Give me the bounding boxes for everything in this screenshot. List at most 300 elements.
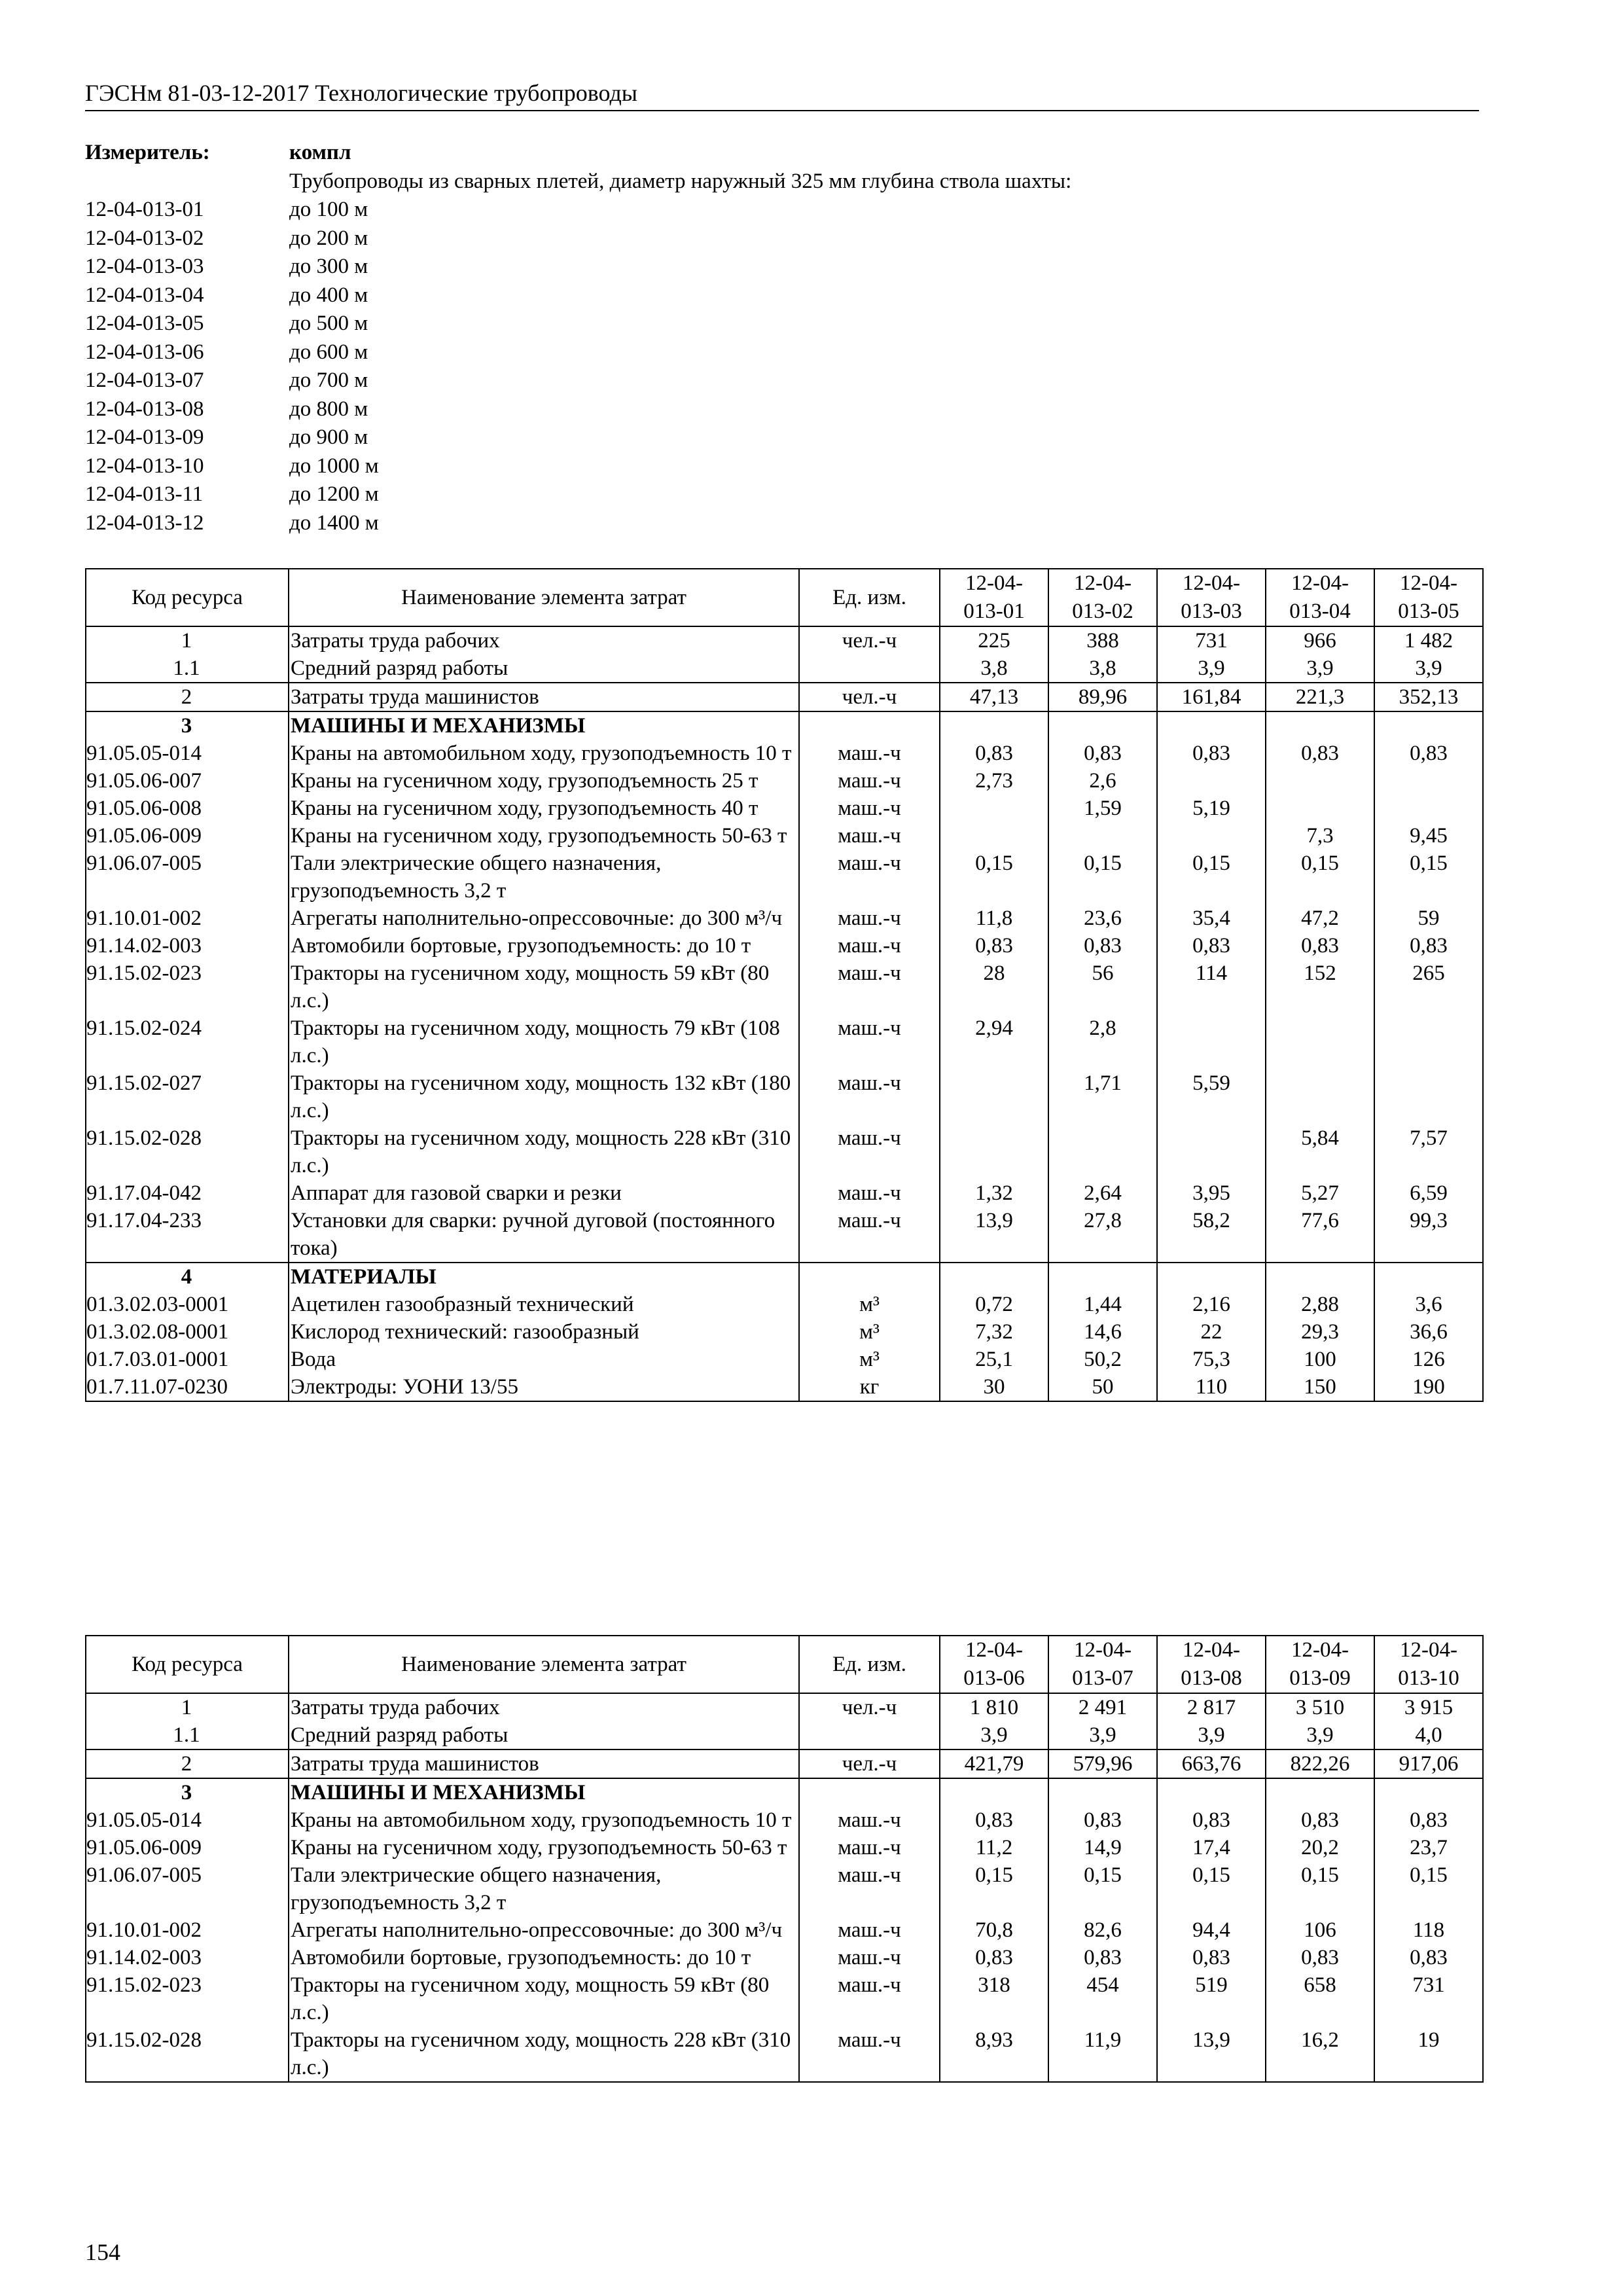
resource-value — [1266, 1014, 1374, 1069]
item-text: до 1200 м — [289, 482, 379, 506]
resource-value: 4,0 — [1374, 1721, 1483, 1749]
table-row — [86, 1778, 1483, 1806]
resource-value: 3,95 — [1157, 1179, 1266, 1207]
page-number: 154 — [85, 2239, 120, 2265]
resource-value: 126 — [1374, 1346, 1483, 1373]
resource-value: 0,83 — [1266, 1806, 1374, 1834]
resource-unit — [799, 711, 940, 740]
item-code: 12-04-013-04 — [85, 283, 204, 307]
resource-unit — [799, 1263, 940, 1291]
items-list — [85, 196, 1071, 537]
resource-value: 110 — [1157, 1373, 1266, 1401]
resource-value: 2 817 — [1157, 1693, 1266, 1721]
resource-value: 47,2 — [1266, 905, 1374, 932]
item-row — [85, 253, 1071, 281]
resource-value: 9,45 — [1374, 822, 1483, 850]
table-row — [86, 1693, 1483, 1721]
table-row — [86, 1124, 1483, 1179]
resource-value: 3,6 — [1374, 1291, 1483, 1318]
resource-value: 0,83 — [1374, 740, 1483, 767]
resource-value: 190 — [1374, 1373, 1483, 1401]
resource-value: 2,73 — [940, 767, 1048, 795]
table-row — [86, 1971, 1483, 2026]
item-code: 12-04-013-11 — [85, 482, 204, 506]
resource-name: Тракторы на гусеничном ходу, мощность 59 кВт (80 л.с.) — [289, 1971, 799, 2026]
resource-value: 0,83 — [1157, 1806, 1266, 1834]
resource-name: Краны на автомобильном ходу, грузоподъемность 10 т — [289, 1806, 799, 1834]
resource-value: 17,4 — [1157, 1834, 1266, 1861]
resource-name: МАТЕРИАЛЫ — [289, 1263, 799, 1291]
resource-unit: маш.-ч — [799, 1179, 940, 1207]
resource-value: 152 — [1266, 960, 1374, 1014]
resource-value: 0,83 — [1266, 932, 1374, 960]
resource-value: 0,83 — [1374, 1806, 1483, 1834]
resource-value: 13,9 — [1157, 2026, 1266, 2082]
resource-value: 11,8 — [940, 905, 1048, 932]
table-row — [86, 850, 1483, 905]
resource-name: Вода — [289, 1346, 799, 1373]
item-text: до 500 м — [289, 312, 368, 335]
resource-name: Кислород технический: газообразный — [289, 1318, 799, 1346]
column-header: 12-04- 013-02 — [1048, 569, 1157, 626]
table-row — [86, 2026, 1483, 2082]
resource-value — [1266, 795, 1374, 822]
resource-value: 50 — [1048, 1373, 1157, 1401]
item-text: до 1400 м — [289, 511, 379, 535]
resource-value: 7,3 — [1266, 822, 1374, 850]
resource-value: 70,8 — [940, 1916, 1048, 1944]
resource-value: 2,6 — [1048, 767, 1157, 795]
resource-name: Краны на гусеничном ходу, грузоподъемность 50-63 т — [289, 1834, 799, 1861]
measure-label: Измеритель: — [85, 141, 210, 164]
resource-value — [1157, 1124, 1266, 1179]
resource-value: 3,9 — [1266, 1721, 1374, 1749]
resource-value: 519 — [1157, 1971, 1266, 2026]
item-row — [85, 338, 1071, 367]
resource-code: 2 — [86, 1749, 289, 1778]
resource-name: Средний разряд работы — [289, 1721, 799, 1749]
resource-code: 91.06.07-005 — [86, 1861, 289, 1916]
item-row — [85, 224, 1071, 253]
column-header: 12-04- 013-07 — [1048, 1636, 1157, 1693]
resource-value: 0,15 — [1157, 1861, 1266, 1916]
resource-value: 16,2 — [1266, 2026, 1374, 2082]
resource-value — [940, 1263, 1048, 1291]
resource-value: 114 — [1157, 960, 1266, 1014]
resource-unit: маш.-ч — [799, 960, 940, 1014]
item-code: 12-04-013-05 — [85, 312, 204, 335]
resource-code: 91.15.02-023 — [86, 1971, 289, 2026]
resource-value: 3,9 — [1266, 655, 1374, 683]
resource-value — [1048, 1263, 1157, 1291]
table-row — [86, 1069, 1483, 1124]
resource-value: 5,19 — [1157, 795, 1266, 822]
resource-value: 94,4 — [1157, 1916, 1266, 1944]
resource-value: 0,15 — [1048, 850, 1157, 905]
resource-value — [1048, 1124, 1157, 1179]
table-row — [86, 655, 1483, 683]
item-text: до 900 м — [289, 425, 368, 449]
resource-code: 91.05.06-008 — [86, 795, 289, 822]
resource-value: 0,83 — [1048, 1806, 1157, 1834]
resource-value: 59 — [1374, 905, 1483, 932]
resource-value: 5,84 — [1266, 1124, 1374, 1179]
item-code: 12-04-013-12 — [85, 511, 204, 535]
measure-unit: компл — [289, 141, 351, 164]
item-text: до 100 м — [289, 198, 368, 221]
resource-code: 3 — [86, 1778, 289, 1806]
measure-row — [85, 139, 1071, 168]
resource-value: 1 810 — [940, 1693, 1048, 1721]
resource-value: 58,2 — [1157, 1207, 1266, 1263]
resource-value: 2,94 — [940, 1014, 1048, 1069]
column-header: Наименование элемента затрат — [289, 1636, 799, 1693]
column-header: 12-04- 013-05 — [1374, 569, 1483, 626]
resource-value: 1,71 — [1048, 1069, 1157, 1124]
resource-value: 19 — [1374, 2026, 1483, 2082]
resource-value: 0,83 — [1374, 1944, 1483, 1971]
column-header: Код ресурса — [86, 569, 289, 626]
item-text: до 800 м — [289, 397, 368, 421]
resource-value: 225 — [940, 626, 1048, 655]
item-row — [85, 480, 1071, 509]
resource-name: Агрегаты наполнительно-опрессовочные: до 300 м³/ч — [289, 905, 799, 932]
table-row — [86, 711, 1483, 740]
resource-value: 0,83 — [1157, 1944, 1266, 1971]
resource-unit: маш.-ч — [799, 1834, 940, 1861]
resource-value: 118 — [1374, 1916, 1483, 1944]
resource-code: 91.17.04-042 — [86, 1179, 289, 1207]
resource-value: 30 — [940, 1373, 1048, 1401]
resource-value: 0,83 — [1048, 740, 1157, 767]
column-header: Код ресурса — [86, 1636, 289, 1693]
resource-value — [1374, 1014, 1483, 1069]
table-row — [86, 626, 1483, 655]
resource-unit: кг — [799, 1373, 940, 1401]
table-row — [86, 1749, 1483, 1778]
resource-value: 0,15 — [1374, 1861, 1483, 1916]
resource-value — [1157, 767, 1266, 795]
resource-unit: маш.-ч — [799, 905, 940, 932]
resource-unit — [799, 1721, 940, 1749]
resource-value: 421,79 — [940, 1749, 1048, 1778]
resource-value — [940, 1124, 1048, 1179]
resource-value: 1 482 — [1374, 626, 1483, 655]
resource-value: 3,8 — [940, 655, 1048, 683]
table-row — [86, 795, 1483, 822]
resource-code: 01.7.11.07-0230 — [86, 1373, 289, 1401]
resource-value: 5,59 — [1157, 1069, 1266, 1124]
table-row — [86, 1944, 1483, 1971]
resource-code: 2 — [86, 683, 289, 711]
resource-value: 0,15 — [1048, 1861, 1157, 1916]
resource-unit: чел.-ч — [799, 626, 940, 655]
resource-code: 1.1 — [86, 655, 289, 683]
resource-value — [1157, 1014, 1266, 1069]
resource-code: 4 — [86, 1263, 289, 1291]
resource-value: 13,9 — [940, 1207, 1048, 1263]
resource-value: 23,6 — [1048, 905, 1157, 932]
resource-name: Тали электрические общего назначения, грузоподъемность 3,2 т — [289, 850, 799, 905]
resource-code: 91.10.01-002 — [86, 1916, 289, 1944]
measure-block — [85, 139, 1071, 537]
resource-unit: маш.-ч — [799, 1944, 940, 1971]
resource-code: 1 — [86, 1693, 289, 1721]
resource-name: Агрегаты наполнительно-опрессовочные: до 300 м³/ч — [289, 1916, 799, 1944]
resource-value: 7,57 — [1374, 1124, 1483, 1179]
resource-value: 2,8 — [1048, 1014, 1157, 1069]
item-row — [85, 281, 1071, 310]
resource-name: Тали электрические общего назначения, грузоподъемность 3,2 т — [289, 1861, 799, 1916]
resource-name: Тракторы на гусеничном ходу, мощность 59 кВт (80 л.с.) — [289, 960, 799, 1014]
resource-code: 01.3.02.08-0001 — [86, 1318, 289, 1346]
resource-value: 56 — [1048, 960, 1157, 1014]
resource-value: 454 — [1048, 1971, 1157, 2026]
resource-value — [1266, 711, 1374, 740]
resource-unit: маш.-ч — [799, 850, 940, 905]
resource-unit: маш.-ч — [799, 1916, 940, 1944]
resource-code: 91.10.01-002 — [86, 905, 289, 932]
resource-value: 318 — [940, 1971, 1048, 2026]
table-row — [86, 740, 1483, 767]
resource-value: 0,83 — [940, 740, 1048, 767]
resource-value: 47,13 — [940, 683, 1048, 711]
resource-value — [1266, 767, 1374, 795]
resource-code: 91.05.06-009 — [86, 822, 289, 850]
item-row — [85, 509, 1071, 538]
resource-unit: м³ — [799, 1318, 940, 1346]
resource-code: 1 — [86, 626, 289, 655]
item-text: до 1000 м — [289, 454, 379, 478]
resource-value: 352,13 — [1374, 683, 1483, 711]
resource-name: Автомобили бортовые, грузоподъемность: до 10 т — [289, 932, 799, 960]
resource-value: 100 — [1266, 1346, 1374, 1373]
resource-value — [1374, 1069, 1483, 1124]
column-header: Наименование элемента затрат — [289, 569, 799, 626]
resource-unit: маш.-ч — [799, 740, 940, 767]
resource-value: 0,83 — [940, 1806, 1048, 1834]
resource-value: 265 — [1374, 960, 1483, 1014]
resource-value — [1374, 795, 1483, 822]
resource-value — [940, 795, 1048, 822]
resource-value: 966 — [1266, 626, 1374, 655]
resource-value — [940, 822, 1048, 850]
resource-value: 3,9 — [940, 1721, 1048, 1749]
resource-unit: маш.-ч — [799, 795, 940, 822]
resource-code: 91.05.06-007 — [86, 767, 289, 795]
resource-value: 3,9 — [1048, 1721, 1157, 1749]
resource-value: 2,88 — [1266, 1291, 1374, 1318]
resource-code: 91.15.02-024 — [86, 1014, 289, 1069]
resource-value: 822,26 — [1266, 1749, 1374, 1778]
resource-value: 77,6 — [1266, 1207, 1374, 1263]
resource-unit: м³ — [799, 1346, 940, 1373]
resource-value: 106 — [1266, 1916, 1374, 1944]
resource-unit: маш.-ч — [799, 767, 940, 795]
resource-value: 221,3 — [1266, 683, 1374, 711]
item-code: 12-04-013-09 — [85, 425, 204, 449]
resource-name: Краны на гусеничном ходу, грузоподъемность 40 т — [289, 795, 799, 822]
resource-value — [1157, 822, 1266, 850]
resource-name: Затраты труда машинистов — [289, 683, 799, 711]
resource-value: 36,6 — [1374, 1318, 1483, 1346]
table-row — [86, 1318, 1483, 1346]
resource-value — [1374, 767, 1483, 795]
resource-value — [1374, 1263, 1483, 1291]
item-code: 12-04-013-02 — [85, 226, 204, 250]
resource-name: Краны на гусеничном ходу, грузоподъемность 50-63 т — [289, 822, 799, 850]
resource-value — [940, 711, 1048, 740]
resource-value: 0,83 — [1157, 740, 1266, 767]
table-row — [86, 1806, 1483, 1834]
description-text: Трубопроводы из сварных плетей, диаметр наружный 325 мм глубина ствола шахты: — [289, 169, 1072, 193]
resource-code: 91.15.02-028 — [86, 1124, 289, 1179]
resource-name: Тракторы на гусеничном ходу, мощность 132 кВт (180 л.с.) — [289, 1069, 799, 1124]
table-row — [86, 1916, 1483, 1944]
resource-name: Краны на гусеничном ходу, грузоподъемность 25 т — [289, 767, 799, 795]
table-row — [86, 683, 1483, 711]
resource-code: 91.05.05-014 — [86, 1806, 289, 1834]
resource-code: 01.3.02.03-0001 — [86, 1291, 289, 1318]
table-row — [86, 767, 1483, 795]
resource-unit: м³ — [799, 1291, 940, 1318]
resource-value — [1157, 1263, 1266, 1291]
table-row — [86, 905, 1483, 932]
resource-unit: маш.-ч — [799, 2026, 940, 2082]
resource-value: 7,32 — [940, 1318, 1048, 1346]
resource-value: 50,2 — [1048, 1346, 1157, 1373]
item-text: до 700 м — [289, 368, 368, 392]
resource-value: 14,6 — [1048, 1318, 1157, 1346]
resource-value: 2 491 — [1048, 1693, 1157, 1721]
resource-unit: маш.-ч — [799, 1069, 940, 1124]
resource-value: 0,15 — [940, 850, 1048, 905]
resource-value: 0,15 — [1266, 1861, 1374, 1916]
item-row — [85, 395, 1071, 424]
item-row — [85, 196, 1071, 224]
item-text: до 300 м — [289, 255, 368, 278]
resource-unit: маш.-ч — [799, 1207, 940, 1263]
resource-value: 3 915 — [1374, 1693, 1483, 1721]
table-row — [86, 1861, 1483, 1916]
resource-unit: маш.-ч — [799, 822, 940, 850]
resource-value: 917,06 — [1374, 1749, 1483, 1778]
table-header-row — [86, 569, 1483, 626]
table-row — [86, 960, 1483, 1014]
resource-code: 91.05.06-009 — [86, 1834, 289, 1861]
resource-value — [940, 1069, 1048, 1124]
resource-value — [1157, 711, 1266, 740]
resource-unit: чел.-ч — [799, 1693, 940, 1721]
item-code: 12-04-013-03 — [85, 255, 204, 278]
resource-value: 663,76 — [1157, 1749, 1266, 1778]
resource-table-1 — [85, 568, 1484, 1402]
resource-value: 27,8 — [1048, 1207, 1157, 1263]
resource-name: Тракторы на гусеничном ходу, мощность 228 кВт (310 л.с.) — [289, 1124, 799, 1179]
column-header: 12-04- 013-04 — [1266, 569, 1374, 626]
resource-code: 91.15.02-028 — [86, 2026, 289, 2082]
resource-code: 1.1 — [86, 1721, 289, 1749]
resource-value: 29,3 — [1266, 1318, 1374, 1346]
resource-value: 35,4 — [1157, 905, 1266, 932]
column-header: 12-04- 013-06 — [940, 1636, 1048, 1693]
resource-value: 0,83 — [1266, 1944, 1374, 1971]
table-row — [86, 1263, 1483, 1291]
item-code: 12-04-013-01 — [85, 198, 204, 221]
resource-value: 20,2 — [1266, 1834, 1374, 1861]
resource-value: 3,9 — [1374, 655, 1483, 683]
table-row — [86, 1834, 1483, 1861]
resource-value: 22 — [1157, 1318, 1266, 1346]
table-row — [86, 1207, 1483, 1263]
resource-value — [1048, 711, 1157, 740]
resource-value: 3,8 — [1048, 655, 1157, 683]
table-row — [86, 1721, 1483, 1749]
item-text: до 600 м — [289, 340, 368, 364]
item-code: 12-04-013-06 — [85, 340, 204, 364]
resource-value: 8,93 — [940, 2026, 1048, 2082]
resource-unit: чел.-ч — [799, 683, 940, 711]
resource-table-2 — [85, 1635, 1484, 2083]
resource-value: 0,83 — [1048, 1944, 1157, 1971]
table-header-row — [86, 1636, 1483, 1693]
resource-value: 3,9 — [1157, 1721, 1266, 1749]
resource-value: 75,3 — [1157, 1346, 1266, 1373]
resource-value — [1374, 711, 1483, 740]
resource-value: 28 — [940, 960, 1048, 1014]
resource-value: 0,83 — [940, 1944, 1048, 1971]
column-header: 12-04- 013-01 — [940, 569, 1048, 626]
column-header: 12-04- 013-09 — [1266, 1636, 1374, 1693]
resource-code: 91.17.04-233 — [86, 1207, 289, 1263]
item-code: 12-04-013-08 — [85, 397, 204, 421]
resource-name: МАШИНЫ И МЕХАНИЗМЫ — [289, 1778, 799, 1806]
resource-value: 1,59 — [1048, 795, 1157, 822]
resource-value — [1048, 1778, 1157, 1806]
resource-value: 0,83 — [940, 932, 1048, 960]
resource-value: 731 — [1157, 626, 1266, 655]
resource-code: 91.15.02-027 — [86, 1069, 289, 1124]
resource-value: 2,64 — [1048, 1179, 1157, 1207]
item-row — [85, 452, 1071, 481]
resource-name: Тракторы на гусеничном ходу, мощность 79 кВт (108 л.с.) — [289, 1014, 799, 1069]
resource-name: Ацетилен газообразный технический — [289, 1291, 799, 1318]
column-header: 12-04- 013-03 — [1157, 569, 1266, 626]
item-code: 12-04-013-10 — [85, 454, 204, 478]
resource-name: МАШИНЫ И МЕХАНИЗМЫ — [289, 711, 799, 740]
item-code: 12-04-013-07 — [85, 368, 204, 392]
resource-value: 0,72 — [940, 1291, 1048, 1318]
resource-value: 150 — [1266, 1373, 1374, 1401]
item-row — [85, 367, 1071, 395]
resource-value: 11,2 — [940, 1834, 1048, 1861]
resource-value: 3,9 — [1157, 655, 1266, 683]
resource-code: 01.7.03.01-0001 — [86, 1346, 289, 1373]
resource-unit: маш.-ч — [799, 932, 940, 960]
table-row — [86, 822, 1483, 850]
item-text: до 400 м — [289, 283, 368, 307]
resource-value — [1374, 1778, 1483, 1806]
resource-value: 0,15 — [1374, 850, 1483, 905]
resource-code: 91.14.02-003 — [86, 1944, 289, 1971]
resource-value: 0,83 — [1374, 932, 1483, 960]
resource-value: 99,3 — [1374, 1207, 1483, 1263]
table-row — [86, 1346, 1483, 1373]
resource-unit — [799, 1778, 940, 1806]
resource-name: Аппарат для газовой сварки и резки — [289, 1179, 799, 1207]
resource-value: 0,15 — [1266, 850, 1374, 905]
table-row — [86, 1179, 1483, 1207]
